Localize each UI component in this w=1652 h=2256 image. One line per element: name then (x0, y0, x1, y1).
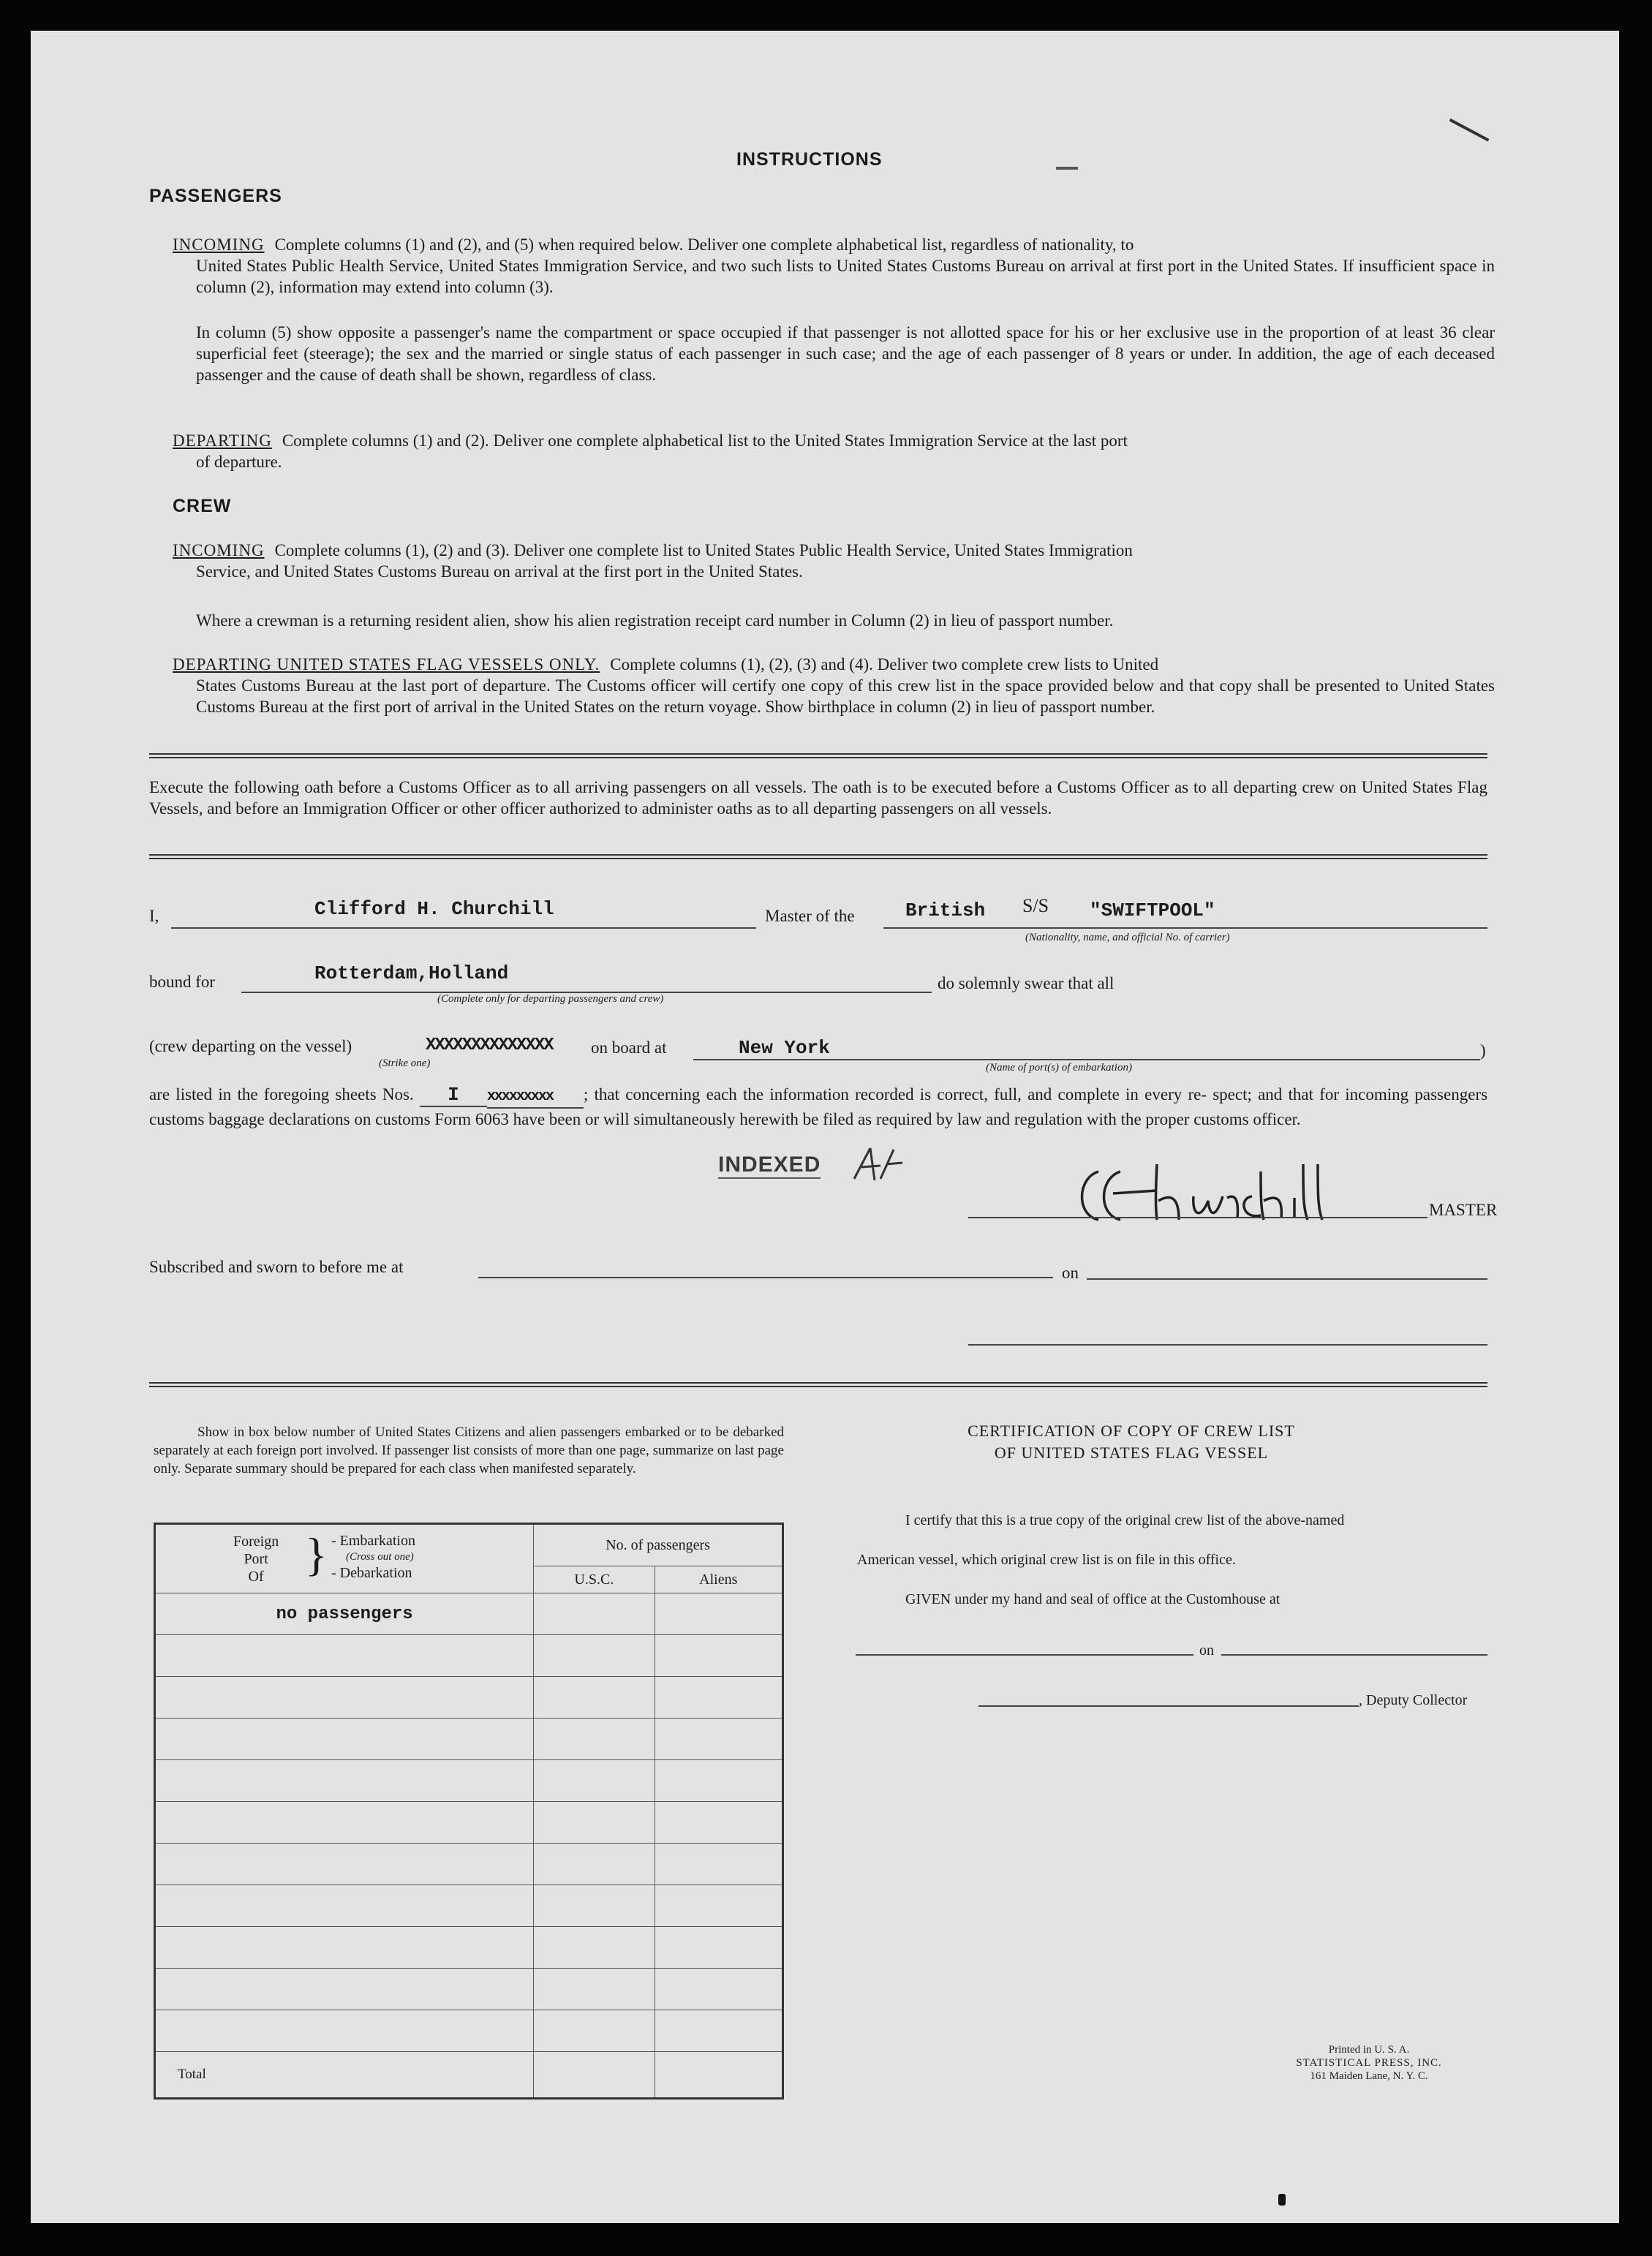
master-label: MASTER (1429, 1201, 1498, 1219)
table-row[interactable] (155, 1844, 534, 1885)
embarkation-label: - Embarkation (331, 1532, 415, 1549)
carrier-line (883, 927, 1487, 929)
total-usc-cell[interactable] (534, 2052, 655, 2099)
i-label: I, (149, 907, 159, 925)
usc-header: U.S.C. (534, 1566, 655, 1593)
cross-out-caption: (Cross out one) (346, 1550, 414, 1563)
aliens-header: Aliens (655, 1566, 782, 1593)
table-row[interactable] (155, 1719, 534, 1760)
nationality[interactable]: British (905, 899, 986, 921)
cert-date-line[interactable] (1221, 1654, 1487, 1656)
crew-departing-label: (crew departing on the vessel) (149, 1037, 352, 1055)
scan-mark (1056, 167, 1078, 170)
indexed-initials-icon (848, 1142, 907, 1188)
sworn-on-label: on (1062, 1264, 1079, 1282)
carrier-caption: (Nationality, name, and official No. of carrier) (1025, 932, 1230, 943)
passengers-heading: PASSENGERS (149, 186, 282, 206)
master-signature-icon (1069, 1150, 1413, 1236)
bound-caption: (Complete only for departing passengers and crew) (437, 993, 664, 1005)
column5-paragraph: In column (5) show opposite a passenger's name the compartment or space occupied if that passenger is not allotted space for his or her exclusive use in the proportion of at least 36 clear superficial feet (steerage); the sex and the married or single status of each passenger in such case; and the age of each passenger of 8 years or under. In addition, the age of each deceased passenger and the cause of death shall be shown, regardless of class. (196, 323, 1495, 384)
port-caption: (Name of port(s) of embarkation) (986, 1062, 1132, 1074)
crew-departing-lead: DEPARTING UNITED STATES FLAG VESSELS ONLY. (173, 655, 600, 674)
master-signature-line (968, 1217, 1427, 1218)
passengers-departing-lead: DEPARTING (173, 431, 272, 450)
port-of-embarkation[interactable]: New York (739, 1037, 830, 1059)
table-row[interactable] (155, 1969, 534, 2010)
swear-label: do solemnly swear that all (938, 974, 1114, 992)
no-of-passengers-header: No. of passengers (534, 1524, 783, 1566)
port-header-cell (155, 1524, 534, 1593)
passengers-incoming-paragraph: INCOMING Complete columns (1) and (2), and (5) when required below. Deliver one complete alphabetical list, regardless of nationality, to United States Public Health Service, United States Immigration Service, and two such lists to United States Customs Bureau on arrival at first port in the United States. If insufficient space in column (2), information may extend into column (3). (173, 235, 1495, 296)
crew-incoming-lead: INCOMING (173, 541, 265, 559)
passengers-incoming-lead: INCOMING (173, 235, 265, 254)
printer-imprint: Printed in U. S. A. STATISTICAL PRESS, INC. 161 Maiden Lane, N. Y. C. (1296, 2044, 1442, 2082)
form-sheet (31, 31, 1619, 2223)
instructions-title: INSTRUCTIONS (736, 149, 883, 170)
foreign-label: Foreign (233, 1533, 279, 1550)
passengers-departing-paragraph: DEPARTING Complete columns (1) and (2). Deliver one complete alphabetical list to the United States Immigration Service at the last port of departure. (173, 431, 1128, 471)
customhouse-line[interactable] (856, 1654, 1193, 1656)
subscribed-label: Subscribed and sworn to before me at (149, 1258, 404, 1276)
scan-mark (1278, 2194, 1286, 2206)
passenger-summary-table (154, 1523, 784, 2100)
table-row[interactable] (155, 2010, 534, 2052)
deputy-collector-label: , Deputy Collector (1359, 1692, 1468, 1708)
divider (149, 1382, 1487, 1387)
debarkation-label: - Debarkation (331, 1564, 412, 1581)
aliens-cell[interactable] (655, 1593, 782, 1635)
officer-signature-line[interactable] (968, 1344, 1487, 1346)
table-row[interactable] (155, 1760, 534, 1802)
scan-mark (1439, 118, 1490, 161)
vessel-name[interactable]: "SWIFTPOOL" (1090, 899, 1215, 921)
on-board-label: on board at (591, 1038, 667, 1057)
given-text: GIVEN under my hand and seal of office at the Customhouse at (905, 1591, 1281, 1607)
divider (149, 854, 1487, 859)
crew-departing-paragraph: DEPARTING UNITED STATES FLAG VESSELS ONLY. Complete columns (1), (2), (3) and (4). Deliver two complete crew lists to United States Customs Bureau at the last port of departure. The Customs officer will certify one copy of this crew list in the space provided below and that copy shall be presented to United States Customs Bureau at the first port of arrival in the United States on the return voyage. Show birthplace in column (2) in lieu of passport number. (173, 655, 1495, 716)
destination[interactable]: Rotterdam,Holland (314, 962, 509, 984)
close-paren: ) (1480, 1041, 1486, 1060)
indexed-stamp: INDEXED (718, 1152, 821, 1179)
usc-cell[interactable] (534, 1593, 655, 1635)
crew-resident-paragraph: Where a crewman is a returning resident alien, show his alien registration receipt card number in Column (2) in lieu of passport number. (196, 611, 1114, 630)
master-name-line (171, 927, 756, 929)
crew-incoming-paragraph: INCOMING Complete columns (1), (2) and (3). Deliver one complete list to United States Public Health Service, United States Immigration Service, and United States Customs Bureau on arrival at the first port in the United States. (173, 541, 1133, 581)
total-aliens-cell[interactable] (655, 2052, 782, 2099)
port-label: Port (244, 1550, 268, 1567)
cert-on-label: on (1199, 1642, 1214, 1659)
certification-title: CERTIFICATION OF COPY OF CREW LIST OF UNITED STATES FLAG VESSEL (968, 1422, 1295, 1462)
table-row[interactable] (155, 1635, 534, 1677)
table-row[interactable] (155, 1802, 534, 1844)
table-row[interactable] (155, 1885, 534, 1927)
certify-line-2: American vessel, which original crew list is on file in this office. (857, 1552, 1236, 1568)
table-row-entry[interactable]: no passengers (155, 1593, 534, 1635)
divider (149, 753, 1487, 758)
oath-intro: Execute the following oath before a Customs Officer as to all arriving passengers on all vessels. The oath is to be executed before a Customs Officer as to all departing crew on United States Flag Vessels, and before an Immigration Officer or other officer authorized to administer oaths as to all departing passengers on all vessels. (149, 778, 1487, 818)
brace-icon: } (305, 1528, 328, 1580)
total-label: Total (155, 2052, 534, 2099)
sheet-number[interactable]: I (420, 1084, 487, 1107)
deputy-signature-line[interactable] (978, 1705, 1359, 1707)
oath-body: are listed in the foregoing sheets Nos. I xxxxxxxxx ; that concerning each the information recorded is correct, full, and complete in every re- spect; and that for incoming passengers customs baggage declarations on customs Form 6063 have been or will simultaneously herewith be filed as required by law and regulation with the proper customs officer. (149, 1084, 1488, 1128)
sheet-strike: xxxxxxxxx (487, 1086, 584, 1109)
bound-label: bound for (149, 973, 216, 991)
sworn-date-line[interactable] (1087, 1278, 1487, 1280)
master-name[interactable]: Clifford H. Churchill (314, 898, 554, 920)
strike-one-value[interactable]: XXXXXXXXXXXXXX (426, 1035, 553, 1055)
sworn-place-line[interactable] (478, 1277, 1053, 1278)
master-of-label: Master of the (765, 907, 855, 925)
certify-line-1: I certify that this is a true copy of the original crew list of the above-named (905, 1512, 1345, 1528)
of-label: Of (248, 1568, 264, 1585)
table-row[interactable] (155, 1927, 534, 1969)
crew-heading: CREW (173, 496, 232, 516)
strike-caption: (Strike one) (379, 1057, 431, 1069)
box-instructions: Show in box below number of United States Citizens and alien passengers embarked or to be debarked separately at each foreign port involved. If passenger list consists of more than one page, summarize on last page only. Separate summary should be prepared for each class when manifested separately. (154, 1425, 784, 1476)
table-row[interactable] (155, 1677, 534, 1719)
vessel-type: S/S (1022, 895, 1049, 916)
port-line (693, 1059, 1480, 1060)
